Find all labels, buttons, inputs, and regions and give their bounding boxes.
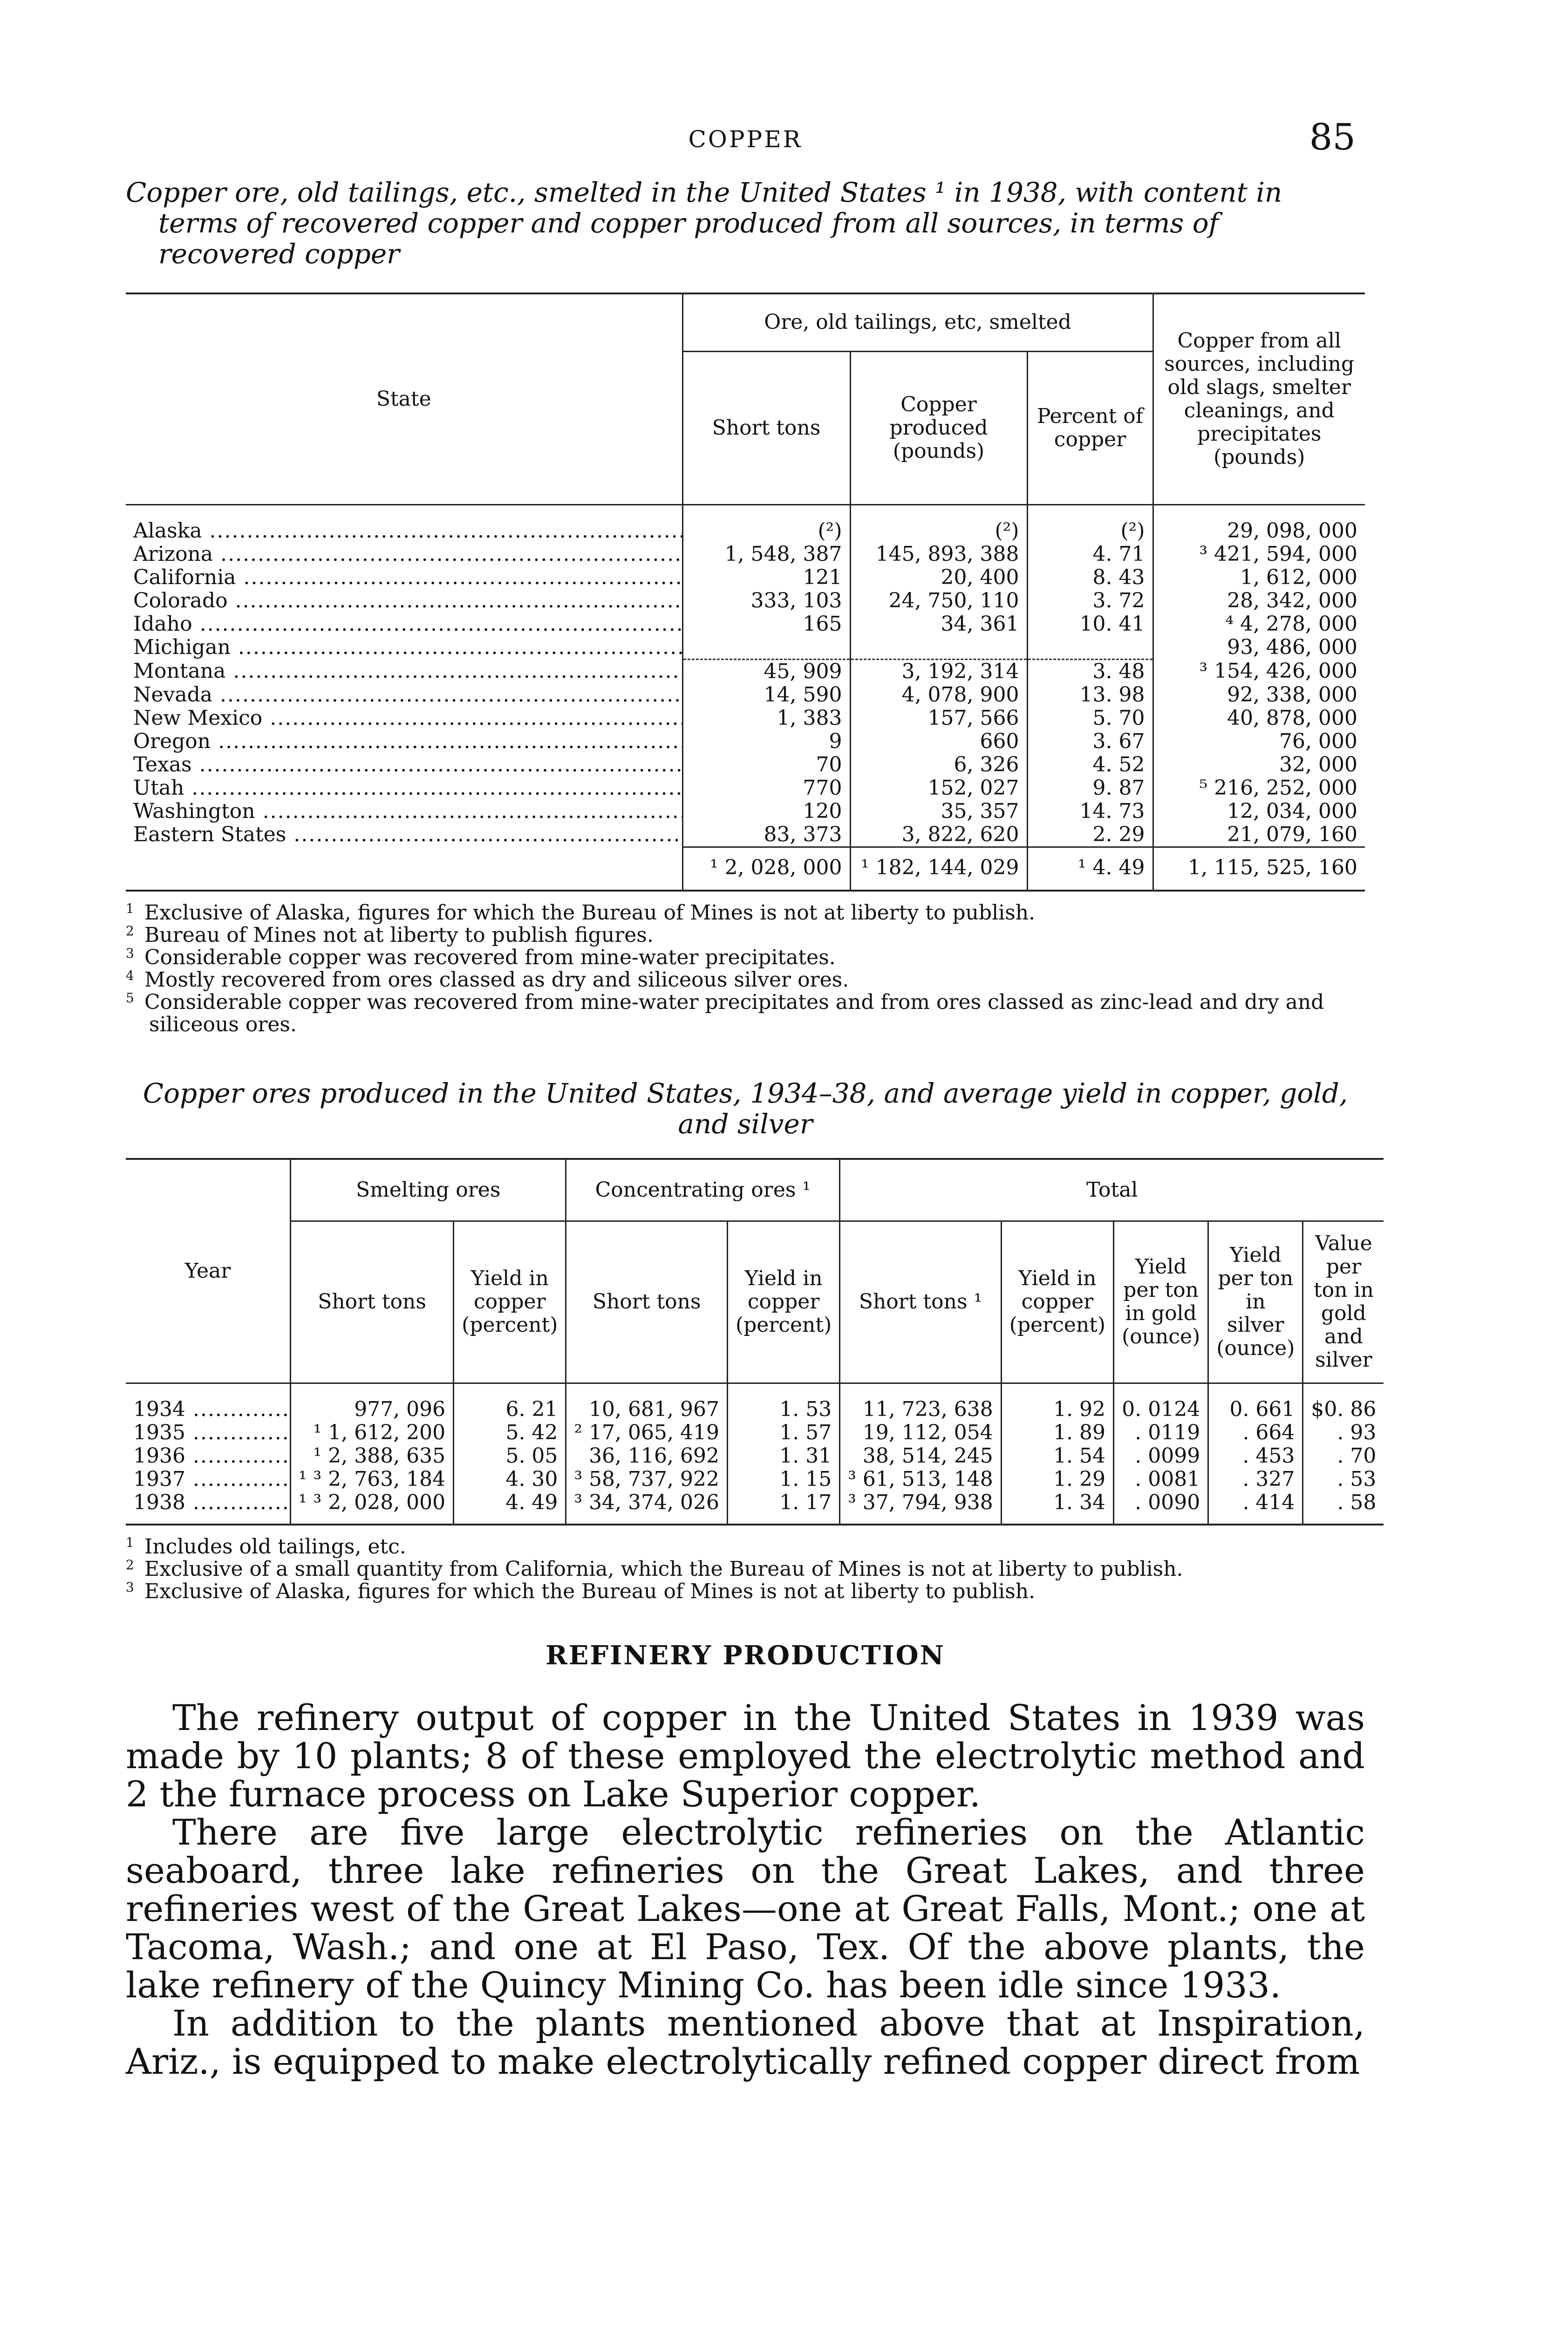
short-tons-cell: 120: [682, 800, 850, 823]
percent-cell: 14. 73: [1027, 800, 1153, 823]
smelting-tons-cell: ¹ ³ 2, 028, 000: [291, 1491, 454, 1525]
short-tons-cell: 770: [682, 776, 850, 800]
value-cell: . 93: [1337, 1420, 1377, 1444]
short-tons-cell: 9: [682, 730, 850, 753]
short-tons-cell: 70: [682, 753, 850, 776]
copper-pounds-cell: 20, 400: [850, 566, 1027, 589]
total-percent-cell: ¹ 4. 49: [1027, 847, 1153, 891]
state-cell: Texas .....: [126, 753, 682, 776]
table-row: [126, 1383, 1384, 1421]
state-cell: Nevada .....: [126, 683, 682, 707]
smelting-tons-cell: ¹ 2, 388, 635: [291, 1444, 454, 1468]
body-paragraph: There are five large electrolytic refineries on the Atlantic seaboard, three lake refineries on the Great Lakes, and three refineries west of the Great Lakes—one at Great Falls, Mont.; one at Tacoma, Wash.; and one at El Paso, Tex. Of the above plants, the lake refinery of the Quincy Mining Co. has been idle since 1933.: [126, 1811, 1365, 2006]
percent-cell: 4. 71: [1027, 543, 1153, 566]
state-cell: Oregon .....: [126, 730, 682, 753]
all-sources-cell: 28, 342, 000: [1227, 589, 1357, 613]
gold-cell: . 0081: [1114, 1468, 1208, 1491]
concentrating-yield-cell: 1. 31: [727, 1444, 839, 1468]
table1-header-state: State: [126, 293, 682, 505]
state-cell: Washington .....: [126, 800, 682, 823]
table2-header-concentrating-tons: Short tons: [566, 1221, 728, 1383]
footnote-text: Bureau of Mines not at liberty to publish figures.: [144, 923, 654, 947]
silver-cell: 0. 661: [1208, 1383, 1303, 1421]
all-sources-cell: 1, 612, 000: [1240, 565, 1357, 589]
table-row: [126, 800, 1365, 823]
body-paragraph: In addition to the plants mentioned above that at Inspiration, Ariz., is equipped to make electrolytically refined copper direct from: [126, 2002, 1365, 2082]
state-cell: Michigan .....: [126, 636, 682, 659]
percent-cell: 9. 87: [1027, 776, 1153, 800]
table-row: [126, 1421, 1384, 1444]
total-tons-cell: 11, 723, 638: [840, 1383, 1002, 1421]
percent-cell: 4. 52: [1027, 753, 1153, 776]
footnote-number: 1: [126, 1534, 134, 1550]
table-row: [126, 707, 1365, 730]
state-cell: Colorado .....: [126, 589, 682, 613]
table1-caption: Copper ore, old tailings, etc., smelted in the United States ¹ in 1938, with content in terms of recovered copper and copper produced from all sources, in terms of recovered copper: [126, 177, 1282, 270]
copper-pounds-cell: [850, 636, 1027, 659]
table-total-row: [126, 847, 1365, 891]
footnote: [126, 1580, 1365, 1603]
table-row: [126, 823, 1365, 847]
table-row: [126, 683, 1365, 707]
body-paragraph: The refinery output of copper in the United States in 1939 was made by 10 plants; 8 of these employed the electrolytic method and 2 the furnace process on Lake Superior copper.: [126, 1696, 1365, 1815]
running-head: [126, 116, 1365, 158]
all-sources-cell: 76, 000: [1279, 729, 1357, 753]
copper-pounds-cell: 3, 822, 620: [850, 823, 1027, 847]
short-tons-cell: 165: [682, 613, 850, 636]
concentrating-yield-cell: 1. 15: [727, 1468, 839, 1491]
all-sources-cell: ⁵ 216, 252, 000: [1199, 776, 1357, 800]
footnote-text: Exclusive of a small quantity from California, which the Bureau of Mines is not at liberty to publish.: [144, 1557, 1183, 1581]
total-label-cell: [126, 847, 682, 891]
table-row: [126, 613, 1365, 636]
footnote-number: 1: [126, 900, 134, 916]
concentrating-tons-cell: 10, 681, 967: [566, 1383, 728, 1421]
state-cell: Arizona .....: [126, 543, 682, 566]
all-sources-cell: ⁴ 4, 278, 000: [1225, 612, 1357, 636]
percent-cell: 3. 67: [1027, 730, 1153, 753]
table2-header-concentrating: Concentrating ores ¹: [566, 1159, 840, 1221]
table-row: [126, 566, 1365, 589]
silver-cell: . 414: [1208, 1491, 1303, 1525]
all-sources-cell: 21, 079, 160: [1227, 822, 1357, 846]
state-cell: Utah .....: [126, 776, 682, 800]
year-cell: 1934 .....: [126, 1383, 291, 1421]
copper-pounds-cell: 660: [850, 730, 1027, 753]
smelting-yield-cell: 5. 05: [454, 1444, 566, 1468]
smelting-yield-cell: 4. 30: [454, 1468, 566, 1491]
footnote-number: 3: [126, 1579, 134, 1595]
smelting-tons-cell: ¹ 1, 612, 200: [291, 1421, 454, 1444]
footnote-number: 4: [126, 967, 134, 983]
copper-pounds-cell: 4, 078, 900: [850, 683, 1027, 707]
short-tons-cell: [682, 636, 850, 659]
copper-pounds-cell: 34, 361: [850, 613, 1027, 636]
all-sources-cell: 32, 000: [1279, 752, 1357, 776]
footnote: [126, 1558, 1365, 1580]
value-cell: . 53: [1337, 1467, 1377, 1491]
table1-footnotes: [126, 902, 1365, 1036]
short-tons-cell: 333, 103: [682, 589, 850, 613]
short-tons-cell: 14, 590: [682, 683, 850, 707]
silver-cell: . 327: [1208, 1468, 1303, 1491]
all-sources-cell: 12, 034, 000: [1227, 799, 1357, 823]
footnote-number: 5: [126, 990, 134, 1006]
copper-pounds-cell: 3, 192, 314: [850, 659, 1027, 683]
table-row: [126, 730, 1365, 753]
table2-header-year: Year: [126, 1159, 291, 1383]
state-cell: Montana .....: [126, 659, 682, 683]
all-sources-cell: 93, 486, 000: [1227, 635, 1357, 659]
gold-cell: . 0119: [1114, 1421, 1208, 1444]
table2-header-smelting-yield: Yield in copper (percent): [454, 1221, 566, 1383]
table1-header-copper-produced: Copper produced (pounds): [850, 351, 1027, 504]
copper-pounds-cell: 157, 566: [850, 707, 1027, 730]
footnote-text: Includes old tailings, etc.: [144, 1534, 406, 1559]
year-cell: 1936 .....: [126, 1444, 291, 1468]
concentrating-tons-cell: 36, 116, 692: [566, 1444, 728, 1468]
total-pounds-cell: ¹ 182, 144, 029: [850, 847, 1027, 891]
total-yield-cell: 1. 29: [1001, 1468, 1113, 1491]
year-cell: 1937 .....: [126, 1468, 291, 1491]
footnote-text: Exclusive of Alaska, figures for which the Bureau of Mines is not at liberty to publish.: [144, 1579, 1036, 1603]
table-row: [126, 636, 1365, 659]
footnote-number: 2: [126, 923, 134, 939]
table1: [126, 293, 1365, 892]
percent-cell: 10. 41: [1027, 613, 1153, 636]
concentrating-tons-cell: ² 17, 065, 419: [566, 1421, 728, 1444]
concentrating-yield-cell: 1. 57: [727, 1421, 839, 1444]
short-tons-cell: 121: [682, 566, 850, 589]
percent-cell: 2. 29: [1027, 823, 1153, 847]
table-row: [126, 659, 1365, 683]
all-sources-cell: 40, 878, 000: [1227, 706, 1357, 730]
total-tons-cell: ³ 61, 513, 148: [840, 1468, 1002, 1491]
value-cell: $0. 86: [1311, 1397, 1377, 1421]
table2-footnotes: [126, 1536, 1365, 1603]
smelting-yield-cell: 4. 49: [454, 1491, 566, 1525]
copper-pounds-cell: 152, 027: [850, 776, 1027, 800]
table-row: [126, 505, 1365, 543]
copper-pounds-cell: 24, 750, 110: [850, 589, 1027, 613]
value-cell: . 70: [1337, 1444, 1377, 1468]
gold-cell: . 0099: [1114, 1444, 1208, 1468]
footnote: [126, 991, 1365, 1036]
percent-cell: 3. 72: [1027, 589, 1153, 613]
all-sources-cell: 29, 098, 000: [1227, 519, 1357, 543]
smelting-yield-cell: 6. 21: [454, 1383, 566, 1421]
table1-header-all-sources: Copper from all sources, including old slags, smelter cleanings, and precipitates (pounds): [1153, 293, 1365, 505]
silver-cell: . 664: [1208, 1421, 1303, 1444]
total-tons-cell: 38, 514, 245: [840, 1444, 1002, 1468]
table2: [126, 1158, 1384, 1525]
total-tons-cell: ³ 37, 794, 938: [840, 1491, 1002, 1525]
all-sources-cell: ³ 154, 426, 000: [1199, 659, 1357, 683]
section-heading: REFINERY PRODUCTION: [545, 1640, 945, 1671]
total-yield-cell: 1. 89: [1001, 1421, 1113, 1444]
table-row: [126, 543, 1365, 566]
table2-header-smelting: Smelting ores: [291, 1159, 566, 1221]
table1-header-percent: Percent of copper: [1027, 351, 1153, 504]
percent-cell: 3. 48: [1027, 659, 1153, 683]
total-yield-cell: 1. 54: [1001, 1444, 1113, 1468]
short-tons-cell: 1, 383: [682, 707, 850, 730]
silver-cell: . 453: [1208, 1444, 1303, 1468]
year-cell: 1938 .....: [126, 1491, 291, 1525]
concentrating-yield-cell: 1. 53: [727, 1383, 839, 1421]
all-sources-cell: ³ 421, 594, 000: [1199, 542, 1357, 566]
footnote: [126, 902, 1365, 924]
percent-cell: [1027, 636, 1153, 659]
year-cell: 1935 .....: [126, 1421, 291, 1444]
table-row: [126, 589, 1365, 613]
page-number: 85: [1309, 116, 1356, 158]
state-cell: California .....: [126, 566, 682, 589]
footnote: [126, 1536, 1365, 1558]
concentrating-tons-cell: ³ 34, 374, 026: [566, 1491, 728, 1525]
percent-cell: (²): [1027, 505, 1153, 543]
footnote-text: Exclusive of Alaska, figures for which the Bureau of Mines is not at liberty to publish.: [144, 900, 1036, 925]
running-title: COPPER: [688, 126, 803, 153]
smelting-yield-cell: 5. 42: [454, 1421, 566, 1444]
all-sources-cell: 92, 338, 000: [1227, 682, 1357, 707]
footnote-text: Mostly recovered from ores classed as dry and siliceous silver ores.: [144, 967, 849, 992]
short-tons-cell: 1, 548, 387: [682, 543, 850, 566]
state-cell: Alaska .....: [126, 505, 682, 543]
table1-header-short-tons: Short tons: [682, 351, 850, 504]
total-all-sources-cell: 1, 115, 525, 160: [1153, 847, 1365, 891]
concentrating-yield-cell: 1. 17: [727, 1491, 839, 1525]
table1-header-group: Ore, old tailings, etc, smelted: [682, 293, 1153, 351]
total-yield-cell: 1. 34: [1001, 1491, 1113, 1525]
total-tons-cell: ¹ 2, 028, 000: [682, 847, 850, 891]
footnote-number: 3: [126, 945, 134, 961]
total-tons-cell: 19, 112, 054: [840, 1421, 1002, 1444]
percent-cell: 5. 70: [1027, 707, 1153, 730]
total-yield-cell: 1. 92: [1001, 1383, 1113, 1421]
percent-cell: 13. 98: [1027, 683, 1153, 707]
short-tons-cell: 83, 373: [682, 823, 850, 847]
table2-caption: Copper ores produced in the United States, 1934–38, and average yield in copper, gold, and silver: [143, 1077, 1348, 1140]
table2-header-total-yield: Yield in copper (percent): [1001, 1221, 1113, 1383]
table-row: [126, 753, 1365, 776]
state-cell: Idaho .....: [126, 613, 682, 636]
table-row: [126, 1468, 1384, 1491]
table-row: [126, 1491, 1384, 1525]
copper-pounds-cell: 35, 357: [850, 800, 1027, 823]
state-cell: Eastern States .....: [126, 823, 682, 847]
short-tons-cell: (²): [682, 505, 850, 543]
footnote: [126, 947, 1365, 969]
section-body: [126, 1696, 1365, 2082]
table2-header-concentrating-yield: Yield in copper (percent): [727, 1221, 839, 1383]
footnote-number: 2: [126, 1557, 134, 1573]
table2-header-total-tons: Short tons ¹: [840, 1221, 1002, 1383]
table2-header-smelting-tons: Short tons: [291, 1221, 454, 1383]
document-page: [126, 116, 1377, 2082]
table2-header-silver: Yield per ton in silver (ounce): [1208, 1221, 1303, 1383]
copper-pounds-cell: 6, 326: [850, 753, 1027, 776]
smelting-tons-cell: 977, 096: [291, 1383, 454, 1421]
short-tons-cell: 45, 909: [682, 659, 850, 683]
table2-header-total: Total: [840, 1159, 1384, 1221]
concentrating-tons-cell: ³ 58, 737, 922: [566, 1468, 728, 1491]
table2-header-gold: Yield per ton in gold (ounce): [1114, 1221, 1208, 1383]
footnote: [126, 924, 1365, 947]
gold-cell: 0. 0124: [1114, 1383, 1208, 1421]
copper-pounds-cell: 145, 893, 388: [850, 543, 1027, 566]
footnote-text: Considerable copper was recovered from mine-water precipitates.: [144, 945, 836, 969]
table-row: [126, 1444, 1384, 1468]
footnote-text: Considerable copper was recovered from mine-water precipitates and from ores classed as zinc-lead and dry and siliceous ores.: [144, 990, 1324, 1036]
percent-cell: 8. 43: [1027, 566, 1153, 589]
state-cell: New Mexico .....: [126, 707, 682, 730]
copper-pounds-cell: (²): [850, 505, 1027, 543]
smelting-tons-cell: ¹ ³ 2, 763, 184: [291, 1468, 454, 1491]
gold-cell: . 0090: [1114, 1491, 1208, 1525]
footnote: [126, 969, 1365, 991]
table-row: [126, 776, 1365, 800]
value-cell: . 58: [1303, 1491, 1384, 1525]
table2-header-value: Value per ton in gold and silver: [1303, 1221, 1384, 1383]
